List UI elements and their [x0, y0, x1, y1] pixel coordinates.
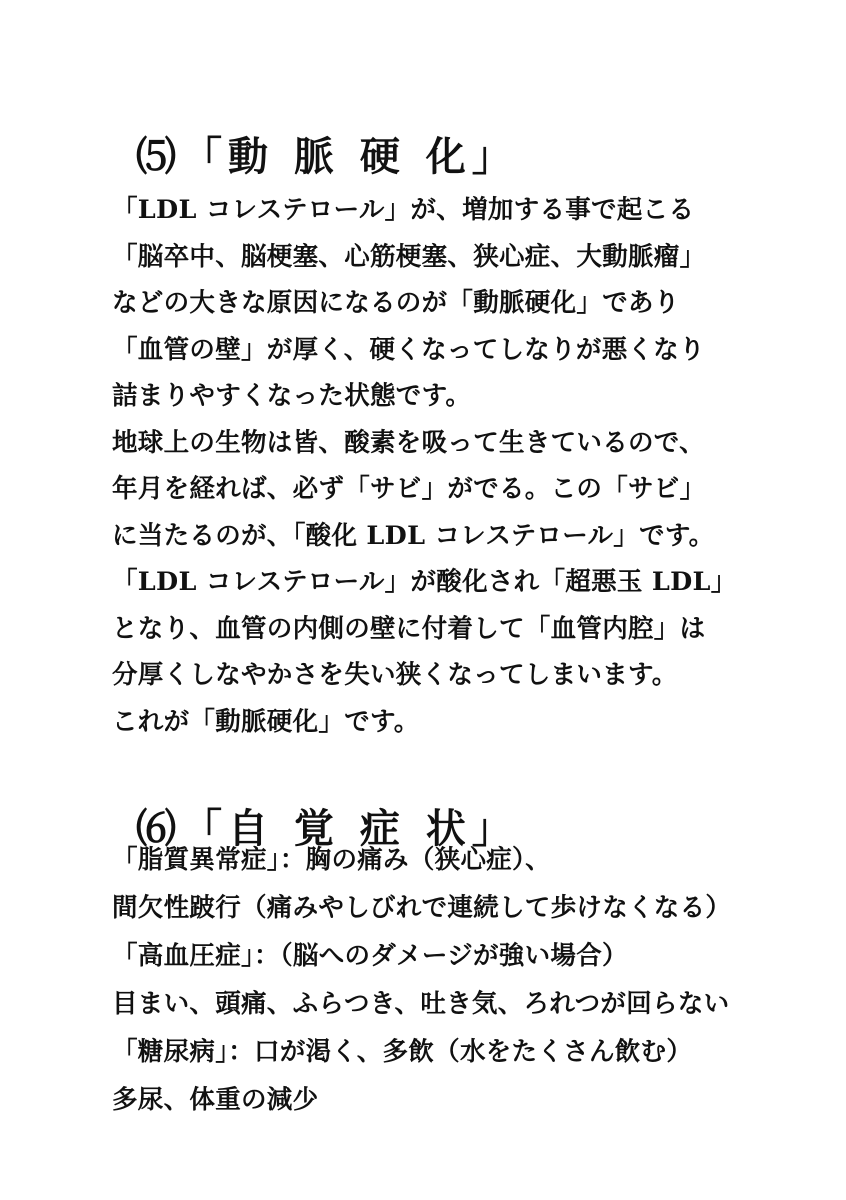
text-line: に当たるのが、「酸化 LDL コレステロール」です。: [112, 520, 715, 551]
text-line: 「LDL コレステロール」が酸化され「超悪玉 LDL」: [112, 567, 737, 597]
text-line: 詰まりやすくなった状態です。: [112, 381, 472, 411]
text-line: 「糖尿病」：口が渇く、多飲（水をたくさん飲む）: [112, 1037, 693, 1067]
text-line: 分厚くしなやかさを失い狭くなってしまいます。: [112, 660, 678, 690]
section-body-symptoms: [112, 836, 731, 1124]
text-line: 間欠性跛行（痛みやしびれで連続して歩けなくなる）: [112, 893, 732, 923]
text-line: などの大きな原因になるのが「動脈硬化」であり: [112, 288, 680, 318]
text-line: 地球上の生物は皆、酸素を吸って生きているので、: [112, 427, 705, 458]
text-line: 「血管の壁」が厚く、硬くなってしなりが悪くなり: [112, 334, 705, 365]
text-line: 「脂質異常症」：胸の痛み（狭心症）、: [112, 845, 551, 875]
text-line: 多尿、体重の減少: [112, 1085, 319, 1115]
section-heading-symptoms: ⑹「自 覚 症 状」: [136, 804, 518, 852]
text-line: 「高血圧症」：（脳へのダメージが強い場合）: [112, 941, 628, 971]
text-line: となり、血管の内側の壁に付着して「血管内腔」は: [112, 613, 706, 644]
text-line: 「LDL コレステロール」が、増加する事で起こる: [112, 195, 695, 225]
section-body-arteriosclerosis: [112, 187, 737, 745]
section-heading-arteriosclerosis: ⑸「動 脈 硬 化」: [136, 132, 518, 180]
text-line: これが「動脈硬化」です。: [112, 706, 420, 737]
text-line: 年月を経れば、必ず「サビ」がでる。この「サビ」: [112, 474, 706, 504]
text-line: 「脳卒中、脳梗塞、心筋梗塞、狭心症、大動脈瘤」: [112, 241, 706, 272]
text-line: 目まい、頭痛、ふらつき、吐き気、ろれつが回らない: [112, 989, 730, 1019]
